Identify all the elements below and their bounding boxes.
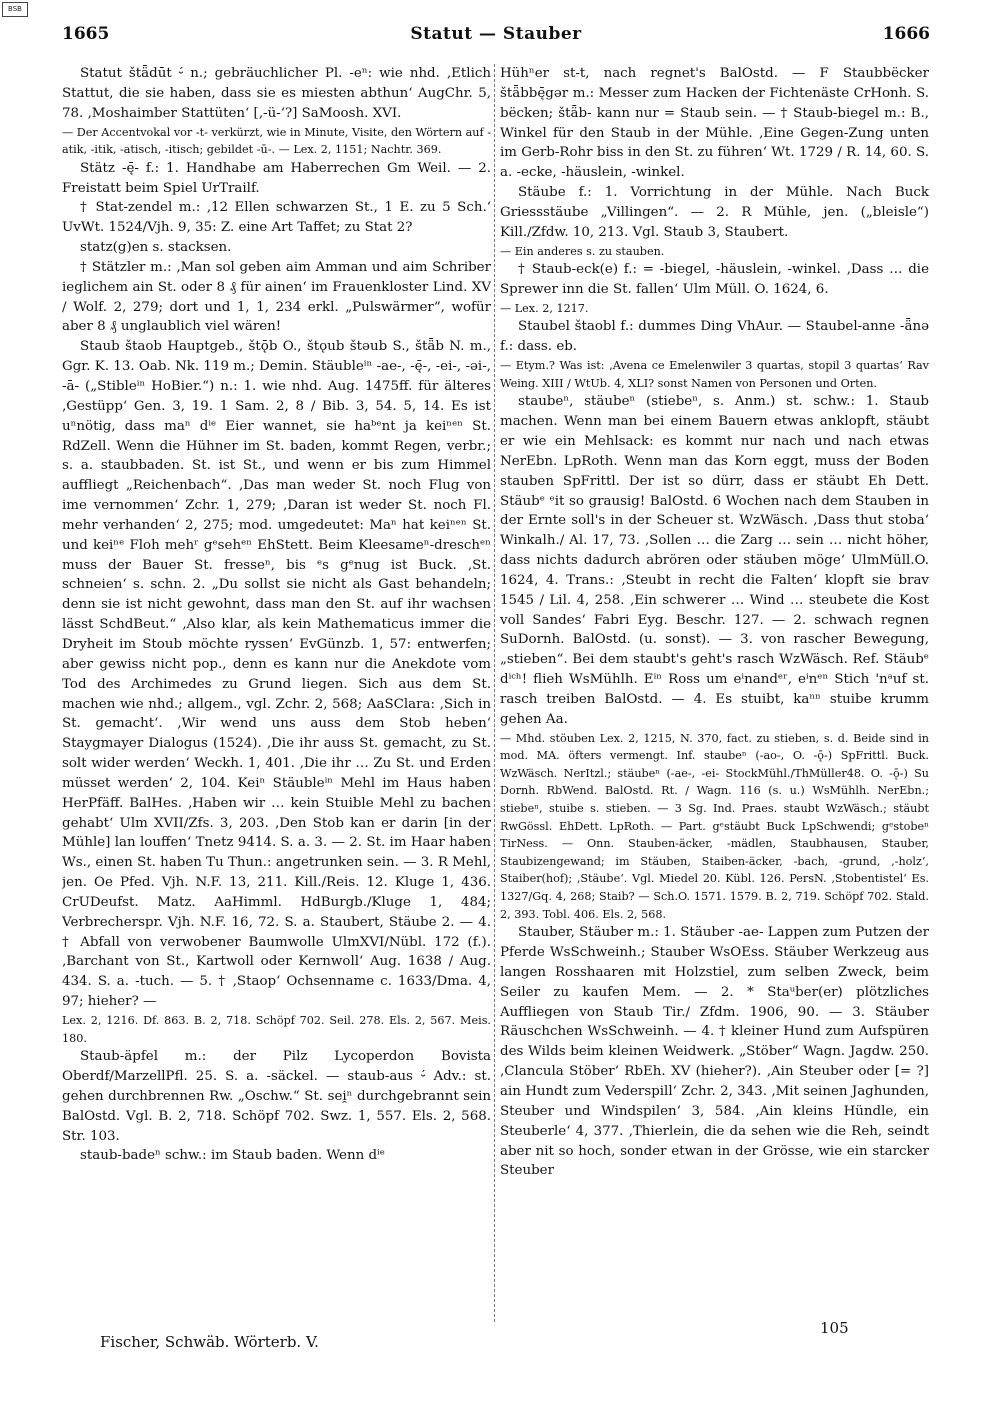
dictionary-entry: — Etym.? Was ist: ‚Avena ce Emelenwiler 3 quartas, stopil 3 quartas‘ Rav Weing. XIII / WtUb. 4, XLI? sonst Namen von Personen und Orten. — [500, 359, 929, 390]
dictionary-entry: † Stätzler m.: ‚Man sol geben aim Amman und aim Schriber ieglichem ain St. oder 8 ₰ für ainen‘ im Frauenkloster Lind. XV / Wolf. 2, 279; dort und 1, 1, 234 erkl. „Pulswärmer“, wofür aber 8 ₰ unglaublich viel wären! — [62, 259, 491, 335]
sheet-number: 105 — [820, 1319, 849, 1337]
library-stamp: BSB — [2, 2, 28, 17]
dictionary-entry: † Staub-eck(e) f.: = -biegel, -häuslein, -winkel. ‚Dass … die Sprewer inn die St. fallen‘ Ulm Müll. O. 1624, 6. — [500, 262, 929, 298]
right-page-number: 1666 — [882, 24, 930, 44]
dictionary-entry: Stauber, Stäuber m.: 1. Stäuber -ae- Lappen zum Putzen der Pferde WsSchweinh.; Stauber WsOEss. Stäuber Werkzeug aus langen Rosshaaren mit Holzstiel, zum selben Zweck, beim Seiler zu kaufen Mem. — 2. * Staᵘber(er) plötzliches Auffliegen von Staub Tir./ Zfdm. 1906, 90. — 3. Stäuber Räuschchen WsSchweinh. — 4. † kleiner Hund zum Aufspüren des Wilds beim kleinen Weidwerk. „Stöber“ Wagn. Jagdw. 250. ‚Clancula Stöber‘ RbEh. XV (hieher?). ‚Ain Steuber oder [= ?] ain Hundt zum Vederspill‘ Zchr. 2, 343. ‚Mit seinen Jaghunden, Steuber und Windspilen‘ 3, 584. ‚Ain kleins Hündle, ein Steuberle‘ 4, 377. ‚Thierlein, die da sehen wie die Reh, seindt aber nit so hoch, sonder etwan in der Grösse, wie ein starcker Steuber — [500, 925, 929, 1179]
left-column — [62, 64, 491, 1322]
dictionary-entry: staubeⁿ, stäubeⁿ (stiebeⁿ, s. Anm.) st. schw.: 1. Staub machen. Wenn man bei einem Bauern etwas anklopft, stäubt er wie ein Mehlsack: es kommt nur nach und nach etwas NerEbn. LpRoth. Wenn man das Korn eggt, muss der Boden stauben SpFrittl. Der ist so dürr, dass er stäubt Eh Dett. Stäubᵉ ᵉit so grausig! BalOstd. 6 Wochen nach dem Stauben in der Ernte soll's in der Scheuer st. WzWäsch. ‚Dass thut stoba‘ Winkalh./ Al. 17, 73. ‚Sollen … die Zarg … sein … nicht höher, dass nichts dadurch abrören oder stäuben möge‘ UlmMüll.O. 1624, 4. Trans.: ‚Steubt in recht die Falten‘ klopft sie brav 1545 / Lil. 4, 258. ‚Ein schwerer … Wind … steubete die Kost voll Sandes‘ Fabri Eyg. Beschr. 127. — 2. schwach regnen SuDornh. BalOstd. (u. sonst). — 3. von rascher Bewegung, „stieben“. Bei dem staubt's geht's rasch WzWäsch. Ref. Stäubᵉ dⁱᶜʰ! flieh WsMühlh. Eⁱⁿ Ross um eⁱnandᵉʳ, eⁱnᵉⁿ Stich 'nᵃuf st. rasch treiben BalOstd. — 4. Es stuibt, kaⁿⁿ stuibe krumm gehen Aa. — [500, 394, 929, 727]
page-footer — [100, 1319, 934, 1357]
printer-signature: Fischer, Schwäb. Wörterb. V. — [100, 1333, 319, 1351]
running-title: Statut — Stauber — [410, 24, 582, 44]
dictionary-entry: — Ein anderes s. zu stauben. — [500, 244, 665, 258]
page-header — [62, 24, 930, 52]
dictionary-entry: Stätz -ę̄- f.: 1. Handhabe am Haberrechen Gm Weil. — 2. Freistatt beim Spiel UrTrailf. — [62, 160, 491, 196]
dictionary-entry: — Der Accentvokal vor -t- verkürzt, wie in Minute, Visite, den Wörtern auf -atik, -itik, -atisch, -itisch; gebildet -ū-. — Lex. 2, 1151; Nachtr. 369. — [62, 125, 491, 157]
dictionary-entry: Staub-äpfel m.: der Pilz Lycoperdon Bovista Oberdf/MarzellPfl. 25. S. a. -säckel. — staub-aus ⏑́ Adv.: st. gehen durchbrennen Rw. „Oschw.“ St. sei̯ⁿ durchgebrannt sein BalOstd. Vgl. B. 2, 718. Schöpf 702. Swz. 1, 557. Els. 2, 568. Str. 103. — [62, 1049, 491, 1144]
dictionary-entry: Hühⁿer st-t, nach regnet's BalOstd. — F Staubbëcker štǟbbę̄gər m.: Messer zum Hacken der Fichtenäste CrHonh. S. bëcken; štǟb- kann nur = Staub sein. — † Staub-biegel m.: B., Winkel für den Staub in der Mühle. ‚Eine Gegen-Zung unten im Gerb-Rohr biss in den St. zu führen‘ Wt. 1729 / R. 14, 60. S. a. -ecke, -häuslein, -winkel. — [500, 66, 929, 181]
dictionary-entry: Lex. 2, 1216. Df. 863. B. 2, 718. Schöpf 702. Seil. 278. Els. 2, 567. Meis. 180. — [62, 1014, 491, 1045]
right-column — [500, 64, 929, 1322]
dictionary-entry: staub-badeⁿ schw.: im Staub baden. Wenn dⁱᵉ — [80, 1148, 385, 1164]
dictionary-entry: statz(g)en s. stacksen. — [80, 240, 232, 256]
dictionary-entry: — Lex. 2, 1217. — [500, 301, 589, 315]
column-divider — [494, 64, 495, 1322]
dictionary-entry: Staub štaob Hauptgeb., štǭb O., štǫub štəub S., štǟb N. m., Ggr. K. 13. Oab. Nk. 119 m.; Demin. Stäubleⁱⁿ -ae-, -ę̄-, -ei-, -əi-, -ā- („Stibleⁱⁿ HoBier.“) n.: 1. wie nhd. Aug. 1475ff. für älteres ‚Gestüpp‘ Gen. 3, 19. 1 Sam. 2, 8 / Bib. 3, 54. 5, 14. Es ist uⁿnötig, dass maⁿ dⁱᵉ Eier wannet, sie haᵇᵉnt ja keiⁿᵉⁿ St. RdZell. Wenn die Hühner im St. baden, kommt Regen, verbr.; s. a. staubbaden. St. ist St., und wenn er bis zum Himmel auffliegt „Reichenbach“. ‚Das man weder St. noch Flug von ime vernommen‘ Zchr. 1, 279; ‚Daran ist weder St. noch Fl. mehr verhanden‘ 2, 275; mod. umgedeutet: Maⁿ hat keiⁿᵉⁿ St. und keiⁿᵉ Floh mehʳ gᵉsehᵉⁿ EhStett. Beim Kleesameⁿ-dreschᵉⁿ muss der Bauer St. fresseⁿ, bis ᵉs gᵉnug ist Buck. ‚St. schneien‘ s. schn. 2. „Du sollst sie nicht als Gast behandeln; denn sie ist nicht gewohnt, dass man den St. auf ihr wachsen lässt SchdBeut.“ ‚Also klar, als kein Mathematicus immer die Dryheit im Stoub möchte ryssen‘ EvGünzb. 1, 57: entwerfen; aber gewiss nicht pop., denn es kann nur die Anekdote vom Tod des Archimedes zu Grund liegen. Sich aus dem St. machen wie nhd.; allgem., vgl. Zchr. 2, 568; AaSClara: ‚Sich in St. gemacht‘. ‚Wir wend uns auss dem Stob heben‘ Staygmayer Dialogus (1524). ‚Die ihr auss St. gemacht, zu St. solt wider werden‘ Weckh. 1, 401. ‚Die ihr … Zu St. und Erden müsset werden‘ 2, 104. Keiⁿ Stäubleⁱⁿ Mehl im Haus haben HerPfäff. BalHes. ‚Haben wir … kein Stuible Mehl zu bachen gehabt‘ Ulm XVII/Zfs. 3, 203. ‚Den Stob kan er darin [in der Mühle] lan louffen‘ Tnetz 9414. S. a. 3. — 2. St. im Haar haben Ws., einen St. haben Tu Thun.: angetrunken sein. — 3. R Mehl, jen. Oe Pfed. Vjh. N.F. 13, 211. Kill./Reis. 12. Kluge 1, 436. CrUDeufst. Matz. AaHimml. HdBurgb./Kluge 1, 484; Verbrecherspr. Vjh. N.F. 16, 72. S. a. Staubert, Stäube 2. — 4. † Abfall von verwobener Baumwolle UlmXVI/Nübl. 172 (f.). ‚Barchant von St., Kartwoll oder Kernwoll‘ Aug. 1638 / Aug. 434. S. a. -tuch. — 5. † ‚Staop‘ Ochsenname c. 1633/Dma. 4, 97; hieher? — — [62, 339, 491, 1010]
left-page-number: 1665 — [62, 24, 110, 44]
dictionary-entry: Stäube f.: 1. Vorrichtung in der Mühle. Nach Buck Griessstäube „Villingen“. — 2. R Mühle, jen. („bleisle“) Kill./Zfdw. 10, 213. Vgl. Staub 3, Staubert. — [500, 185, 929, 240]
dictionary-entry: Staubel štaobl f.: dummes Ding VhAur. — Staubel-anne -ǟnə f.: dass. eb. — [500, 319, 929, 355]
dictionary-entry: — Mhd. stöuben Lex. 2, 1215, N. 370, fact. zu stieben, s. d. Beide sind in mod. MA. öfters vermengt. Inf. staubeⁿ (-ao-, O. -ǭ-) SpFrittl. Buck. WzWäsch. NerItzl.; stäubeⁿ (-ae-, -ei- StockMühl./ThMüller48. O. -ǭ-) Su Dornh. RbWend. BalOstd. Rt. / Wagn. 116 (s. u.) WsMühlh. NerEbn.; stiebeⁿ, stuibe s. stieben. — 3 Sg. Ind. Praes. staubt WzWäsch.; stäubt RwGössl. EhDett. LpRoth. — Part. gᵉstäubt Buck LpSchwendi; gᵉstobeⁿ TirNess. — Onn. Stauben-äcker, -mädlen, Staubhausen, Stauber, Staubizengewand; im Stäuben, Staiben-äcker, -bach, -grund, ‚-holz‘, Staiber(hof); ‚Stäube‘. Vgl. Miedel 20. Kübl. 126. PersN. ‚Stobentistel‘ Es. 1327/Gq. 4, 268; Staib? — Sch.O. 1571. 1579. B. 2, 719. Schöpf 702. Stald. 2, 393. Tobl. 406. Els. 2, 568. — [500, 731, 929, 921]
dictionary-entry: Statut štǟdūt ⏑́ n.; gebräuchlicher Pl. -eⁿ: wie nhd. ‚Etlich Stattut, die sie haben, dass sie es miesten abthun‘ AugChr. 5, 78. ‚Moshaimber Stattüten‘ [‚-ü-‘?] SaMoosh. XVI. — [62, 66, 491, 121]
dictionary-entry: † Stat-zendel m.: ‚12 Ellen schwarzen St., 1 E. zu 5 Sch.‘ UvWt. 1524/Vjh. 9, 35: Z. eine Art Taffet; zu Stat 2? — [62, 200, 491, 236]
